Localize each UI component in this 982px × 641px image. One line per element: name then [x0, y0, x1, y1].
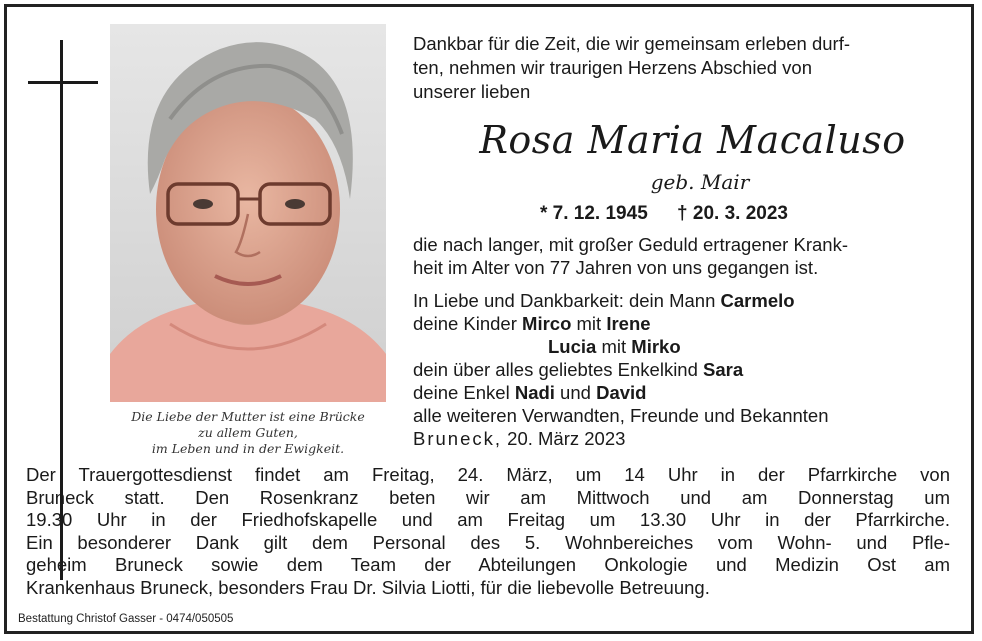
service-line: 19.30 Uhr in der Friedhofskapelle und am Freitag um 13.30 Uhr in der Pfarrkirche.	[26, 509, 950, 530]
service-line: Ein besonderer Dank gilt dem Personal des 5. Wohnbereiches vom Wohn- und Pfle-	[26, 531, 950, 553]
illness-text	[413, 233, 848, 279]
birth-date: * 7. 12. 1945	[540, 203, 648, 224]
service-line: Bruneck statt. Den Rosenkranz beten wir am Mittwoch und am Donnerstag um	[26, 486, 950, 508]
cross-icon-bar	[28, 81, 98, 84]
intro-line: unserer lieben	[413, 81, 531, 102]
mourners-list	[413, 289, 829, 427]
illness-line: die nach langer, mit großer Geduld ertragener Krank-	[413, 234, 848, 255]
intro-line: ten, nehmen wir traurigen Herzens Abschied von	[413, 57, 812, 78]
mourner-line-husband: In Liebe und Dankbarkeit: dein Mann Carmelo	[413, 290, 795, 311]
quote-line: zu allem Guten,	[198, 425, 298, 440]
mourner-line-children-2: Lucia mit Mirko	[548, 336, 681, 357]
place-date	[413, 427, 625, 450]
deceased-name: Rosa Maria Macaluso	[479, 118, 906, 162]
intro-text	[413, 32, 961, 104]
funeral-home-footer: Bestattung Christof Gasser - 0474/050505	[18, 613, 234, 625]
service-line: geheim Bruneck sowie dem Team der Abteilungen Onkologie und Medizin Ost am	[26, 554, 950, 575]
life-dates	[540, 202, 788, 226]
mourner-line-grandchildren: deine Enkel Nadi und David	[413, 382, 647, 403]
mourner-line-children: deine Kinder Mirco mit Irene	[413, 313, 651, 334]
service-notice	[26, 464, 950, 599]
service-line: Der Trauergottesdienst findet am Freitag, 24. März, um 14 Uhr in der Pfarrkirche von	[26, 464, 950, 485]
illness-line: heit im Alter von 77 Jahren von uns gegangen ist.	[413, 257, 819, 278]
death-date: † 20. 3. 2023	[677, 203, 788, 224]
memorial-quote	[100, 409, 396, 457]
quote-line: Die Liebe der Mutter ist eine Brücke	[131, 409, 365, 424]
service-line: Krankenhaus Bruneck, besonders Frau Dr. Silvia Liotti, für die liebevolle Betreuung.	[26, 576, 710, 598]
portrait-photo	[110, 24, 386, 402]
maiden-name: geb. Mair	[650, 170, 750, 194]
intro-line: Dankbar für die Zeit, die wir gemeinsam erleben durf-	[413, 33, 850, 54]
place-city: Bruneck,	[413, 428, 503, 449]
mourner-line-relatives: alle weiteren Verwandten, Freunde und Bekannten	[413, 405, 829, 426]
mourner-line-grandchild: dein über alles geliebtes Enkelkind Sara	[413, 359, 744, 380]
place-date-text: 20. März 2023	[502, 428, 626, 449]
quote-line: im Leben und in der Ewigkeit.	[151, 441, 345, 456]
